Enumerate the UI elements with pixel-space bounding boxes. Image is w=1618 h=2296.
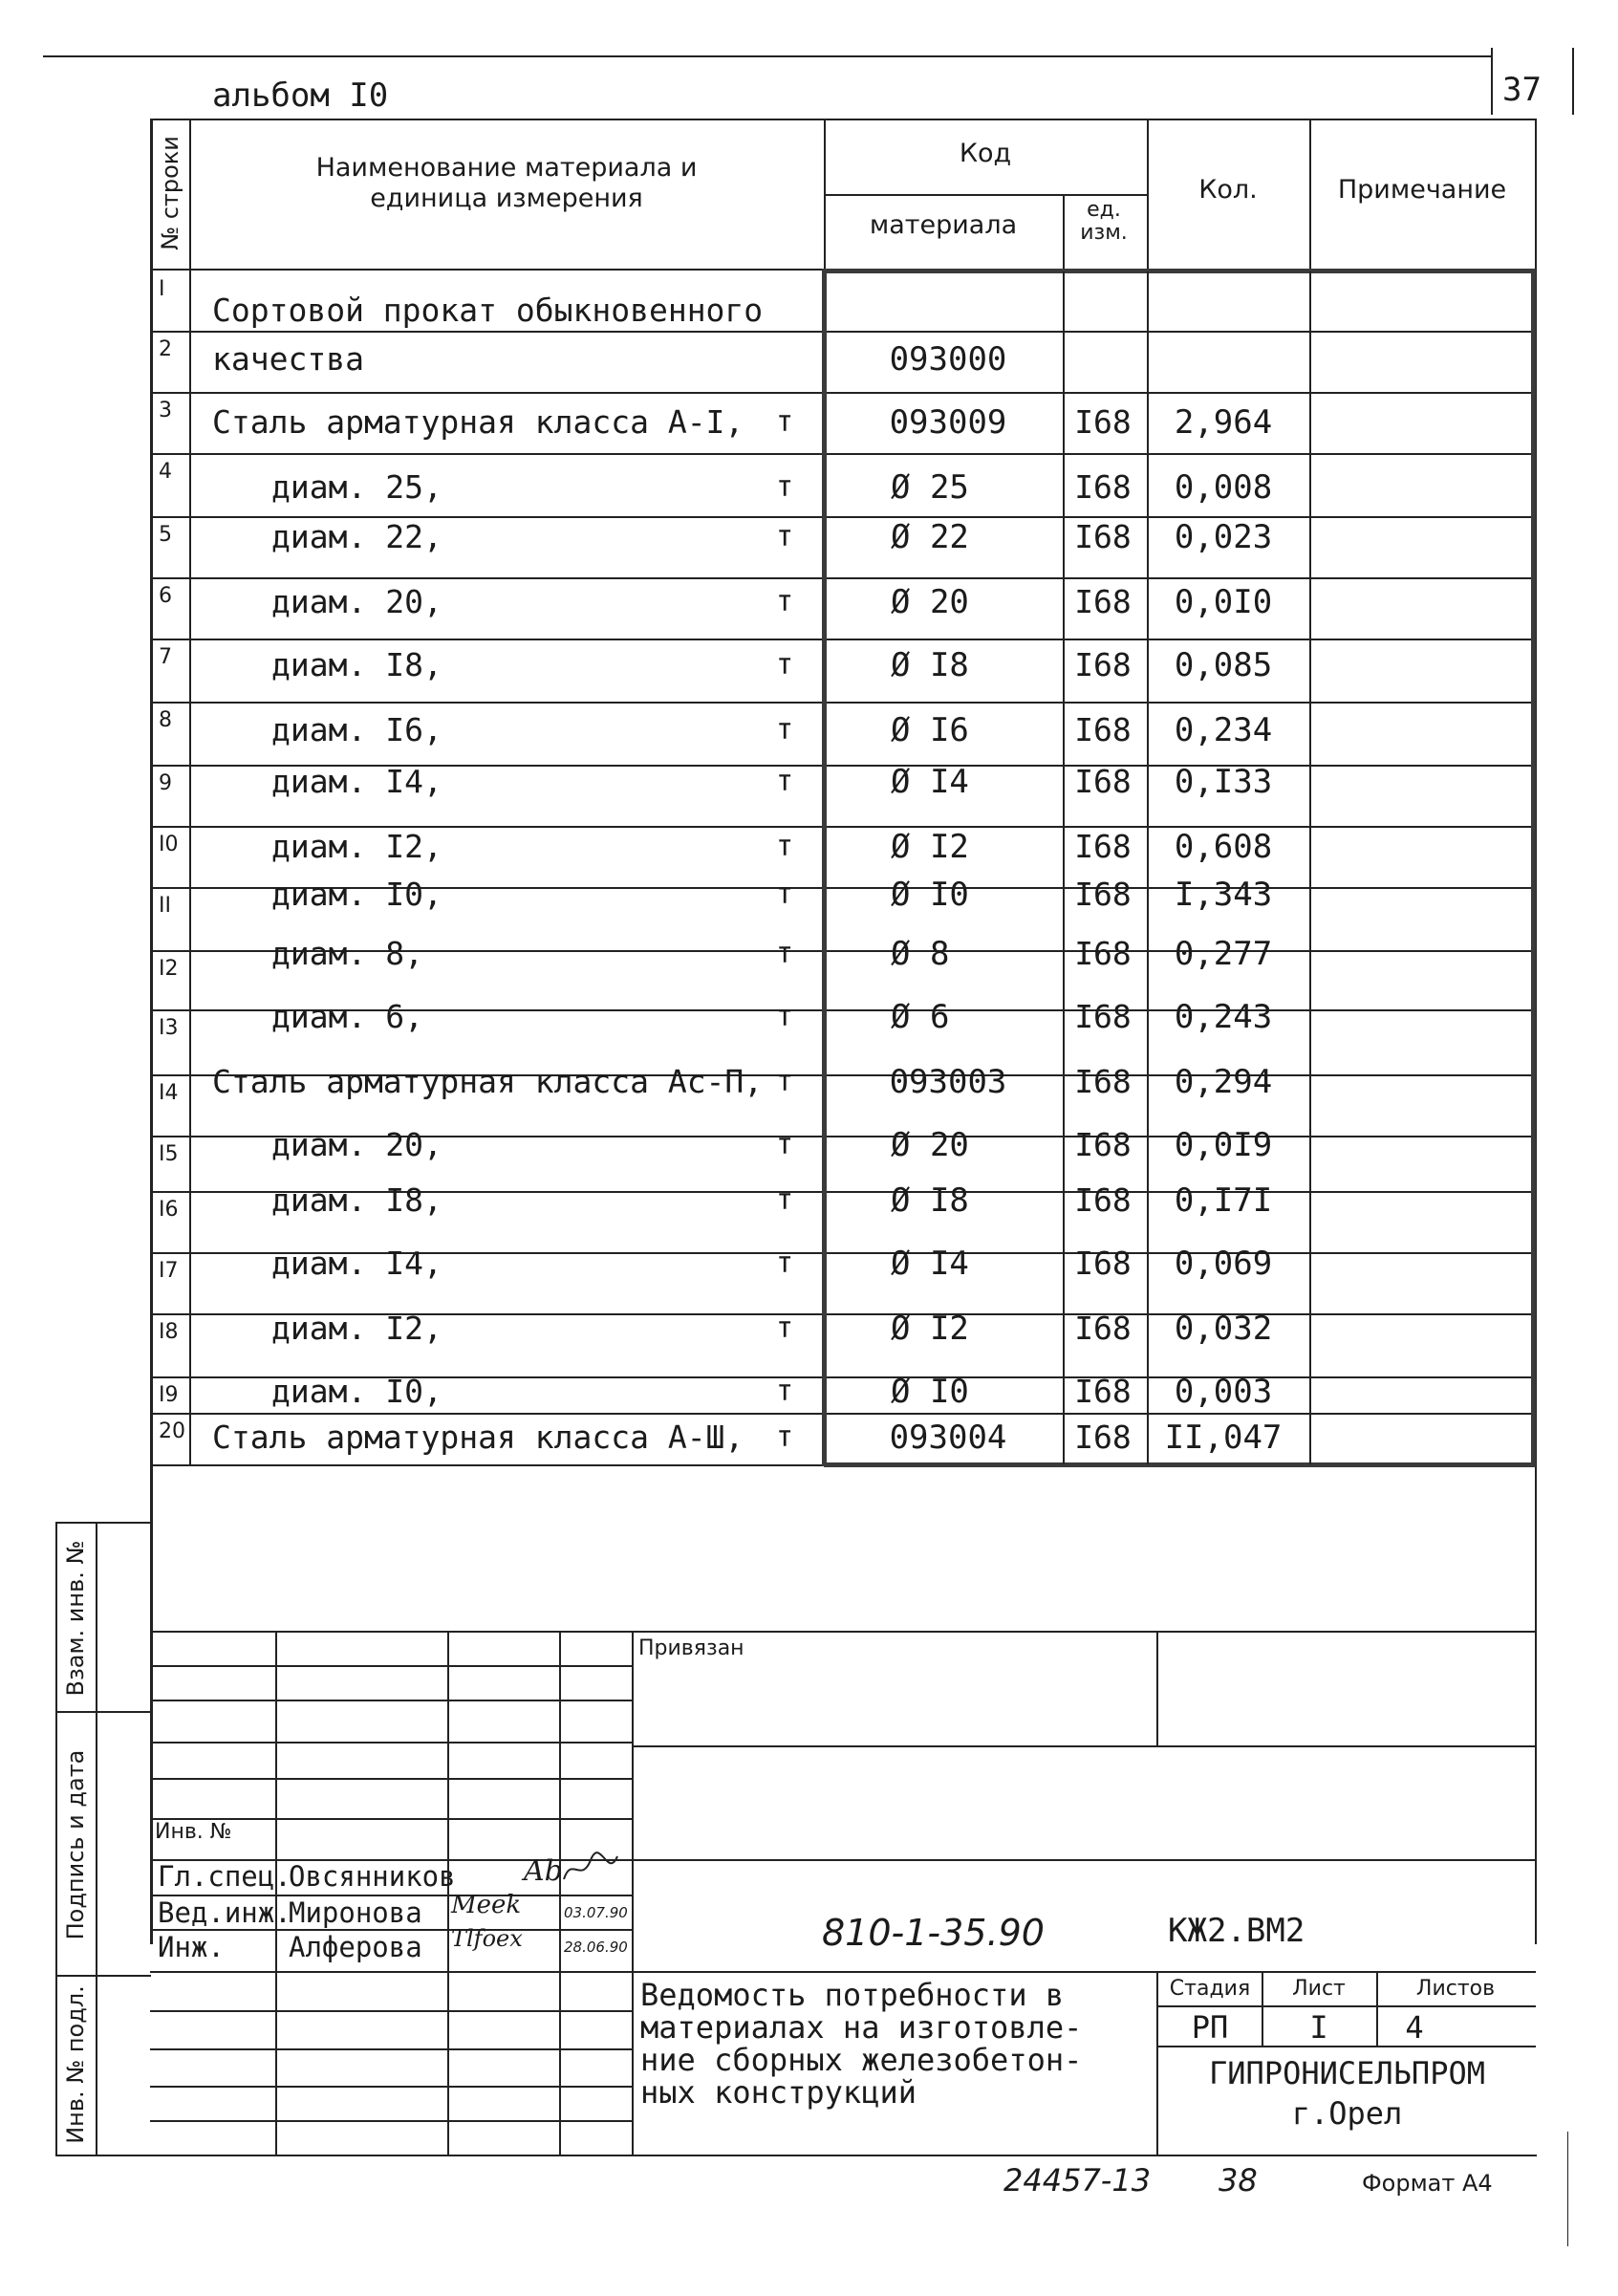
row-divider (150, 702, 1536, 704)
stamp-col-4 (632, 1631, 634, 2155)
row-number: 8 (159, 708, 172, 732)
material-unit: т (776, 405, 794, 439)
material-unit: т (776, 470, 794, 504)
row-number: I9 (159, 1383, 179, 1407)
material-name: диам. 20, (271, 1126, 442, 1163)
measure-code: I68 (1074, 876, 1132, 913)
material-name: диам. I4, (271, 1245, 442, 1282)
material-unit: т (776, 1065, 794, 1098)
quantity: 0,608 (1174, 828, 1273, 866)
material-code: Ø 20 (891, 583, 969, 621)
material-unit: т (776, 877, 794, 911)
material-code: Ø 8 (891, 935, 950, 973)
signature-3: Tlfoex (451, 1925, 523, 1952)
material-name: диам. I2, (271, 1310, 442, 1347)
row-number: 20 (159, 1419, 185, 1443)
material-name: диам. 22, (271, 518, 442, 555)
quantity: 0,032 (1174, 1310, 1273, 1348)
code-unit-header: ед. изм. (1080, 198, 1128, 245)
material-unit: т (776, 830, 794, 863)
staff-date-3: 28.06.90 (564, 1939, 628, 1956)
row-number: 5 (159, 523, 172, 547)
organization-city: г.Орел (1291, 2095, 1403, 2132)
sheets-label: Листов (1415, 1977, 1496, 2001)
material-code: Ø I8 (891, 1181, 969, 1220)
staff-role-1: Гл.спец. (158, 1860, 291, 1893)
material-code: Ø I4 (891, 763, 969, 801)
material-name: диам. I0, (271, 876, 442, 913)
bold-frame-left (822, 269, 827, 1466)
material-name: диам. I8, (271, 1181, 442, 1219)
material-code: Ø I0 (891, 876, 969, 914)
row-number: I6 (159, 1198, 179, 1222)
side-strip-left (55, 1522, 57, 2155)
unit-col-line-header (1063, 194, 1065, 272)
measure-code: I68 (1074, 935, 1132, 972)
stamp-top (150, 1631, 1536, 1633)
staff-name-2: Миронова (289, 1896, 422, 1929)
quantity: 0,234 (1174, 711, 1273, 749)
staff-date-2: 03.07.90 (564, 1904, 628, 1921)
material-unit: т (776, 1375, 794, 1408)
material-code: Ø I2 (891, 1310, 969, 1348)
row-number: 4 (159, 460, 172, 484)
quantity: II,047 (1164, 1419, 1283, 1457)
rowno-col-line (189, 119, 191, 1466)
material-name: диам. 25, (271, 468, 442, 506)
archive-page: 38 (1219, 2162, 1258, 2199)
qty-col-line (1147, 271, 1149, 1464)
measure-code: I68 (1074, 1419, 1132, 1456)
row-no-header: № строки (157, 136, 183, 250)
row-number: II (159, 894, 171, 918)
sheet-bottom-border (55, 2155, 1537, 2156)
unit-col-line (1063, 271, 1065, 1464)
row-divider (150, 392, 1536, 394)
signature-1-scribble (562, 1851, 619, 1889)
material-code: 093000 (889, 340, 1007, 379)
quantity: 0,0I9 (1174, 1126, 1273, 1164)
row-number: I2 (159, 957, 179, 981)
row-number: I0 (159, 833, 179, 856)
inv-podl-label: Инв. № подл. (62, 1985, 89, 2144)
material-name: диам. 20, (271, 583, 442, 620)
quantity: 0,277 (1174, 935, 1273, 973)
quantity: 0,069 (1174, 1245, 1273, 1283)
measure-code: I68 (1074, 1063, 1132, 1100)
material-code: Ø 6 (891, 998, 950, 1036)
material-name: диам. I4, (271, 763, 442, 800)
material-name: качества (212, 340, 364, 378)
material-code: Ø I0 (891, 1373, 969, 1411)
row-divider (150, 1413, 1536, 1415)
quantity: 0,008 (1174, 468, 1273, 507)
quantity: 2,964 (1174, 403, 1273, 442)
stamp-privyazan-bottom (632, 1745, 1536, 1747)
row-number: I3 (159, 1016, 179, 1040)
material-code: Ø 22 (891, 518, 969, 556)
measure-code: I68 (1074, 646, 1132, 683)
note-col-line (1309, 271, 1311, 1464)
stamp-col-2 (447, 1631, 449, 2155)
code-material-header: материала (869, 210, 1018, 240)
quantity: 0,I33 (1174, 763, 1273, 801)
quantity: 0,243 (1174, 998, 1273, 1036)
row-divider (150, 639, 1536, 640)
podpis-label: Подпись и дата (62, 1749, 89, 1940)
inv-no-label: Инв. № (155, 1820, 232, 1844)
material-unit: т (776, 520, 794, 553)
row-number: 7 (159, 645, 172, 669)
material-unit: т (776, 713, 794, 747)
material-name: Сталь арматурная класса Ас-П, (212, 1063, 764, 1100)
stage-label: Стадия (1169, 1977, 1251, 2001)
page-number-box-right (1572, 48, 1574, 115)
material-unit: т (776, 585, 794, 618)
measure-code: I68 (1074, 711, 1132, 748)
quantity: 0,I7I (1174, 1181, 1273, 1220)
album-label: альбом I0 (212, 76, 389, 115)
material-code: Ø I4 (891, 1245, 969, 1283)
sheet-label: Лист (1292, 1977, 1346, 2001)
material-unit: т (776, 765, 794, 798)
bold-frame-bottom (824, 1462, 1536, 1467)
measure-code: I68 (1074, 583, 1132, 620)
material-code: Ø I8 (891, 646, 969, 684)
material-name: диам. 8, (271, 935, 423, 972)
material-unit: т (776, 1420, 794, 1454)
material-unit: т (776, 937, 794, 970)
material-name: Сталь арматурная класса А-Ш, (212, 1419, 744, 1456)
material-unit: т (776, 1246, 794, 1280)
row-number: 2 (159, 337, 172, 361)
measure-code: I68 (1074, 1126, 1132, 1163)
material-name: диам. I0, (271, 1373, 442, 1410)
paper-format: Формат А4 (1362, 2170, 1493, 2197)
material-unit: т (776, 1000, 794, 1033)
vzam-label: Взам. инв. № (62, 1540, 89, 1697)
doc-code: КЖ2.ВМ2 (1168, 1912, 1305, 1950)
staff-name-3: Алферова (289, 1931, 422, 1963)
note-header: Примечание (1337, 175, 1507, 205)
material-unit: т (776, 648, 794, 682)
material-name: диам. I8, (271, 646, 442, 683)
staff-name-1: Овсянников (289, 1860, 456, 1893)
row-number: 9 (159, 771, 172, 795)
material-code: 093003 (889, 1063, 1007, 1101)
row-number: I4 (159, 1081, 179, 1105)
name-header: Наименование материала и единица измерения (315, 153, 698, 213)
side-strip-inner (96, 1522, 97, 2155)
archive-number: 24457-13 (1003, 2162, 1152, 2199)
signature-2: Meek (451, 1891, 522, 1919)
page-number: 37 (1502, 71, 1542, 109)
material-unit: т (776, 1128, 794, 1161)
code-sub-rule (824, 194, 1147, 196)
stamp-stage-rule-2 (1156, 2046, 1536, 2047)
material-code: Ø 25 (891, 468, 969, 507)
stage-value: РП (1191, 2009, 1229, 2046)
material-name: диам. I6, (271, 711, 442, 748)
privyazan-label: Привязан (638, 1636, 744, 1660)
row-number: 6 (159, 584, 172, 608)
measure-code: I68 (1074, 1181, 1132, 1219)
code-header: Код (959, 139, 1012, 168)
row-number: I5 (159, 1142, 179, 1166)
measure-code: I68 (1074, 403, 1132, 441)
row-divider (150, 453, 1536, 455)
stamp-col-3 (559, 1631, 561, 2155)
bold-frame-right (1531, 269, 1536, 1466)
material-name: Сталь арматурная класса А-I, (212, 403, 744, 441)
row-number: I (159, 277, 165, 301)
staff-role-2: Вед.инж. (158, 1896, 291, 1929)
stamp-stage-rule-1 (1156, 2005, 1536, 2007)
material-code: Ø 20 (891, 1126, 969, 1164)
scan-edge-mark (1567, 2132, 1568, 2246)
row-number: 3 (159, 399, 172, 422)
material-name: Сортовой прокат обыкновенного (212, 292, 764, 329)
material-unit: т (776, 1183, 794, 1217)
doc-number: 810-1-35.90 (822, 1912, 1045, 1954)
stamp-col-1 (275, 1631, 277, 2155)
row-number: I7 (159, 1259, 179, 1283)
material-name: диам. I2, (271, 828, 442, 865)
quantity: I,343 (1174, 876, 1273, 914)
material-code: Ø I2 (891, 828, 969, 866)
sheet-value: I (1309, 2009, 1328, 2046)
measure-code: I68 (1074, 763, 1132, 800)
material-unit: т (776, 1311, 794, 1345)
measure-code: I68 (1074, 518, 1132, 555)
page-number-box-left (1491, 48, 1493, 115)
quantity: 0,023 (1174, 518, 1273, 556)
table-top-border (150, 119, 1536, 120)
stamp-privyazan-divider (1156, 1631, 1158, 1745)
signature-1: Ab (524, 1854, 563, 1888)
measure-code: I68 (1074, 1245, 1132, 1282)
quantity: 0,003 (1174, 1373, 1273, 1411)
staff-role-3: Инж. (158, 1931, 225, 1963)
material-code: Ø I6 (891, 711, 969, 749)
measure-code: I68 (1074, 1373, 1132, 1410)
bold-frame-top (824, 269, 1536, 273)
row-divider (150, 577, 1536, 579)
measure-code: I68 (1074, 1310, 1132, 1347)
quantity: 0,085 (1174, 646, 1273, 684)
qty-header: Кол. (1198, 175, 1258, 205)
material-code: 093009 (889, 403, 1007, 442)
measure-code: I68 (1074, 468, 1132, 506)
document-title: Ведомость потребности в материалах на изготовле- ние сборных железобетон- ных конструкций (640, 1977, 1083, 2111)
material-name: диам. 6, (271, 998, 423, 1035)
row-number: I8 (159, 1320, 179, 1344)
quantity: 0,294 (1174, 1063, 1273, 1101)
stamp-row-9 (150, 1971, 1536, 1973)
quantity: 0,0I0 (1174, 583, 1273, 621)
sheets-value: 4 (1405, 2009, 1424, 2046)
material-code: 093004 (889, 1419, 1007, 1457)
measure-code: I68 (1074, 828, 1132, 865)
row-divider (150, 331, 1536, 333)
organization: ГИПРОНИСЕЛЬПРОМ (1209, 2055, 1485, 2091)
measure-code: I68 (1074, 998, 1132, 1035)
top-rule (43, 55, 1491, 57)
